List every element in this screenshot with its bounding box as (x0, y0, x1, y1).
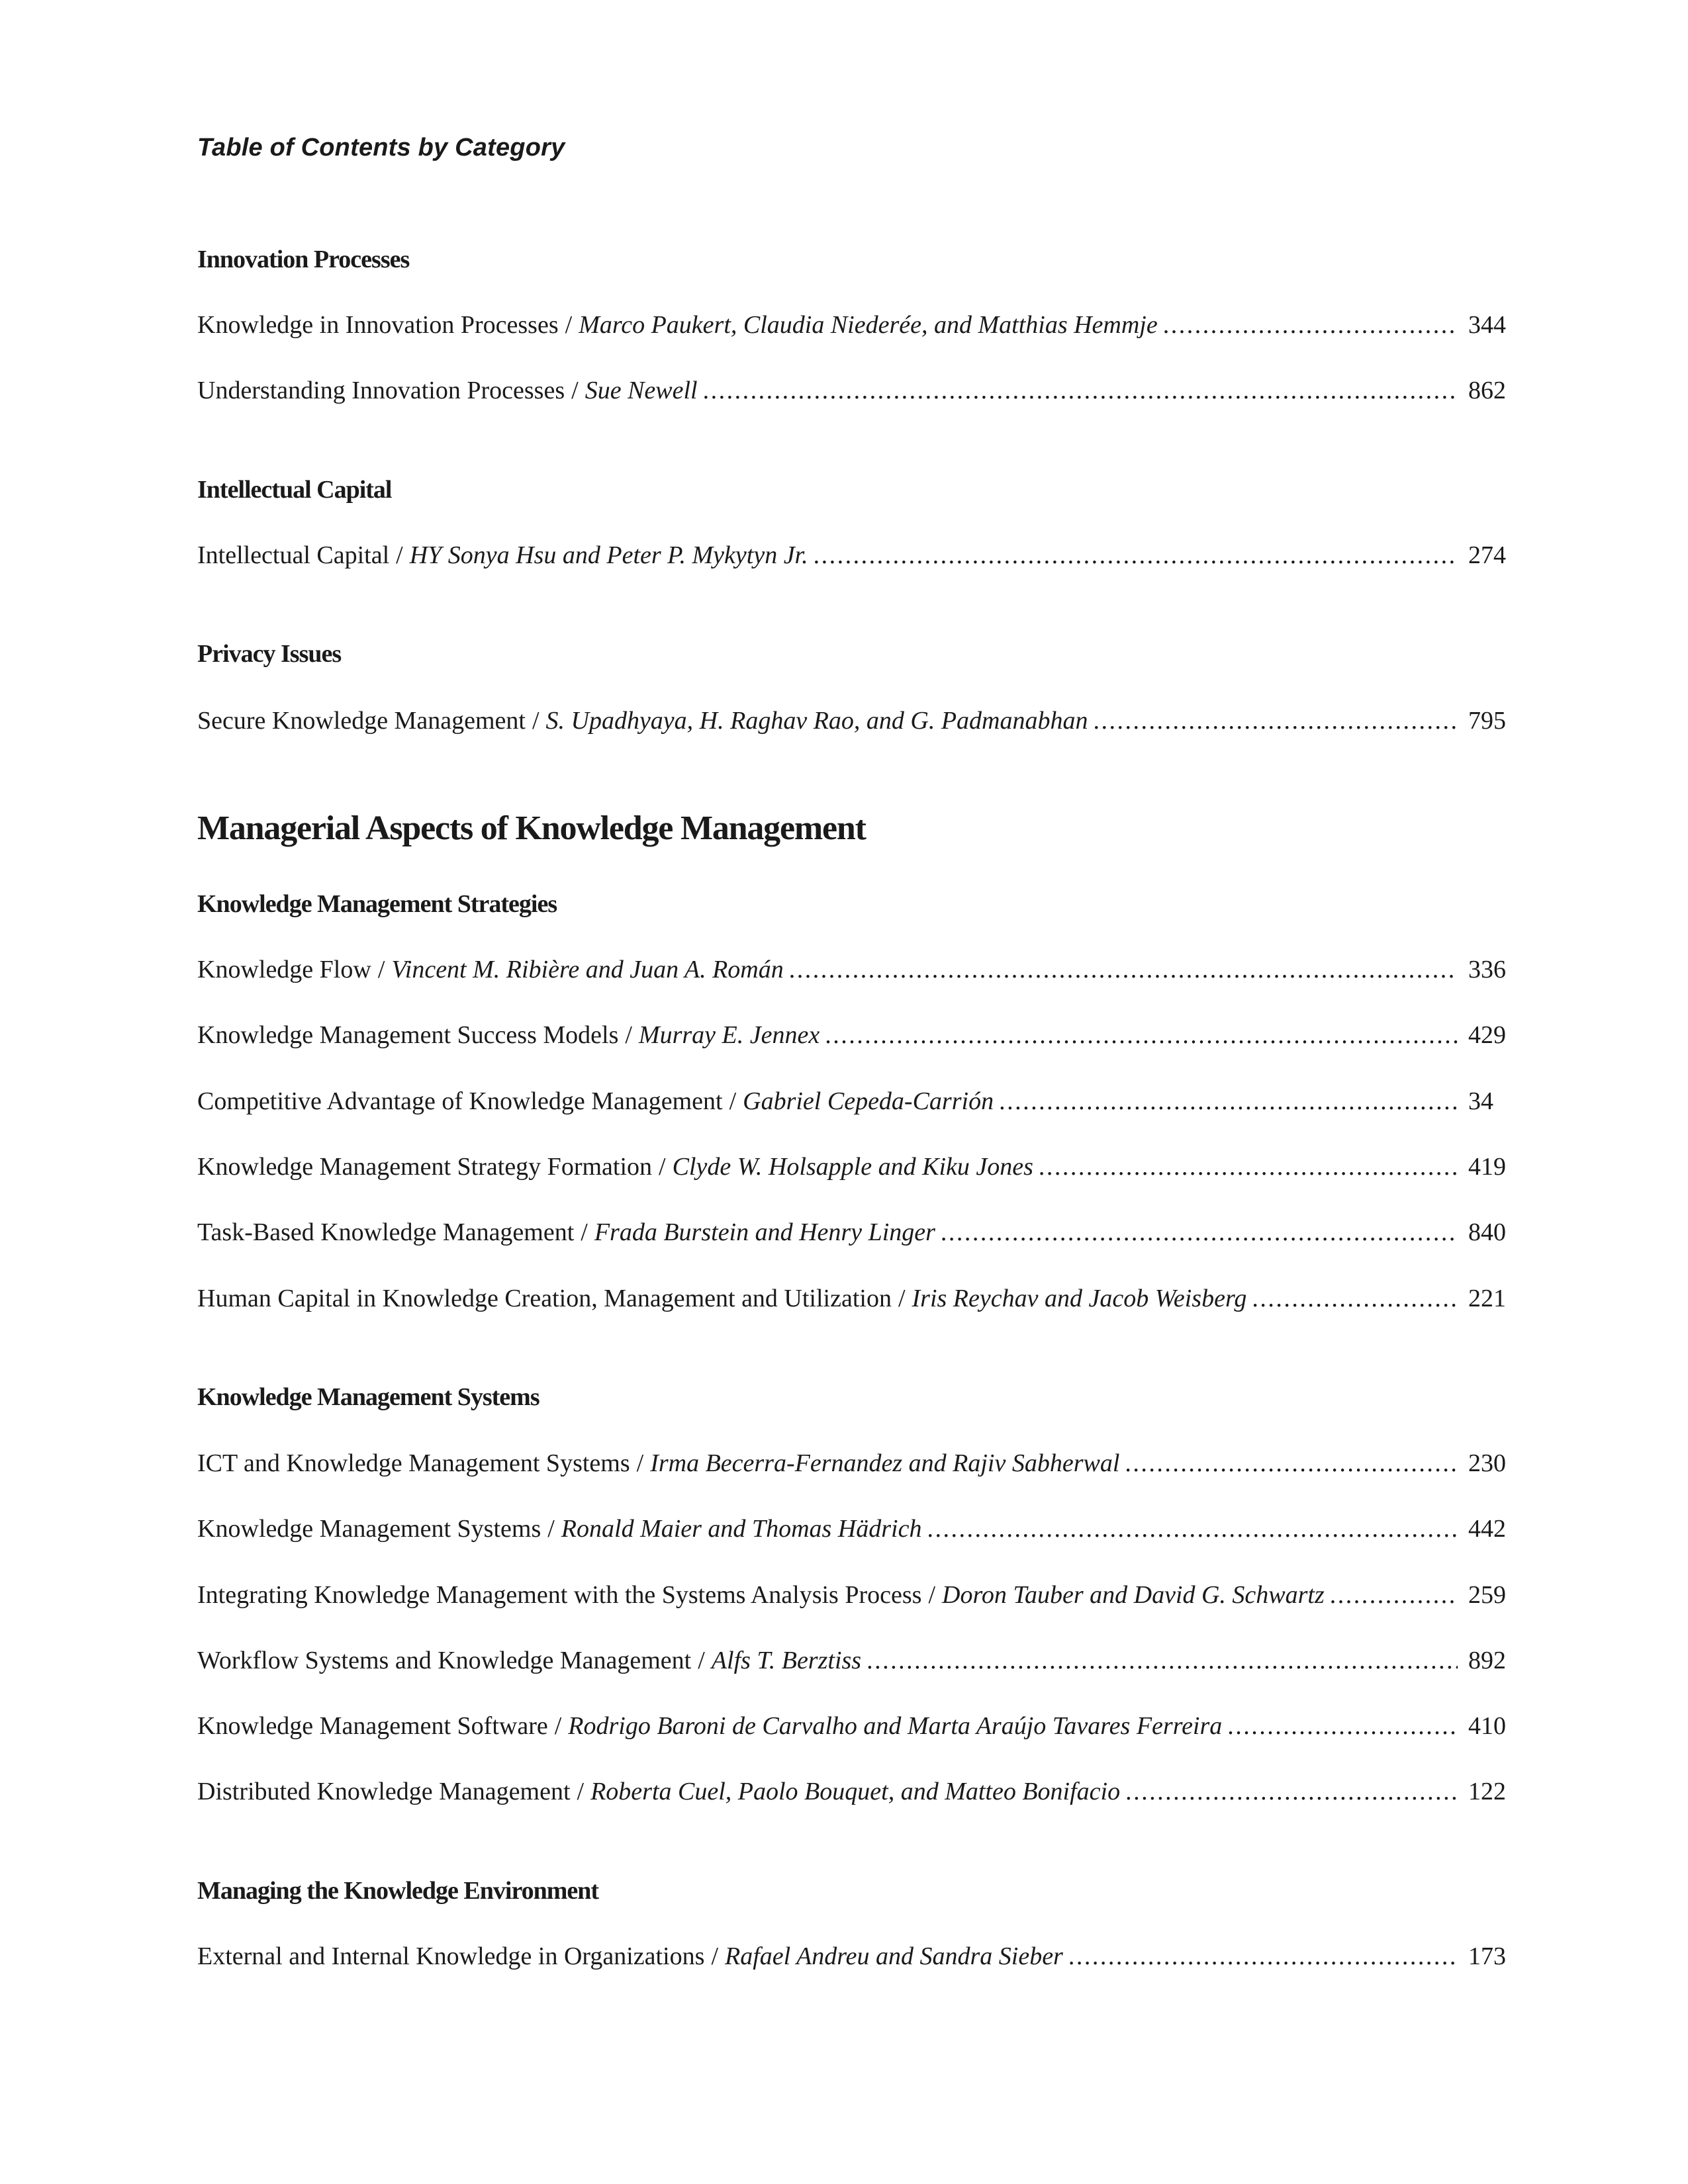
entry-separator: / (698, 1647, 705, 1674)
entry-separator: / (554, 1712, 562, 1740)
entry-page-number: 862 (1468, 377, 1506, 404)
entry-authors: HY Sonya Hsu and Peter P. Mykytyn Jr. (409, 541, 808, 569)
entry-title: Knowledge Flow (197, 956, 371, 983)
entry-title: Knowledge Management Success Models (197, 1021, 619, 1049)
dot-leader (1163, 308, 1458, 341)
running-head: Table of Contents by Category (197, 134, 565, 161)
entry-separator: / (577, 1778, 585, 1805)
dot-leader (789, 953, 1458, 986)
entry-page-number: 410 (1468, 1712, 1506, 1740)
entry-authors: Clyde W. Holsapple and Kiku Jones (672, 1153, 1033, 1181)
entry-page-number: 34 (1468, 1087, 1493, 1115)
entry-separator: / (547, 1515, 555, 1543)
toc-entry (197, 374, 1515, 407)
toc-entry (197, 1775, 1515, 1808)
entry-page-number: 840 (1468, 1218, 1506, 1246)
entry-title: Knowledge in Innovation Processes (197, 311, 559, 339)
category-heading: Managing the Knowledge Environment (197, 1877, 599, 1905)
entry-page-number: 429 (1468, 1021, 1506, 1049)
entry-title: Task-Based Knowledge Management (197, 1218, 575, 1246)
entry-page-number: 274 (1468, 541, 1506, 569)
entry-authors: Murray E. Jennex (638, 1021, 820, 1049)
toc-entry (197, 1447, 1515, 1480)
entry-page-number: 259 (1468, 1581, 1506, 1609)
entry-title: ICT and Knowledge Management Systems (197, 1449, 630, 1477)
toc-entry (197, 308, 1515, 341)
entry-authors: Rafael Andreu and Sandra Sieber (725, 1942, 1063, 1970)
toc-entry (197, 1578, 1515, 1612)
entry-separator: / (636, 1449, 644, 1477)
entry-page-number: 795 (1468, 707, 1506, 735)
category-heading: Privacy Issues (197, 640, 342, 668)
entry-title: External and Internal Knowledge in Organizations (197, 1942, 705, 1970)
entry-authors: Frada Burstein and Henry Linger (594, 1218, 935, 1246)
entry-authors: Doron Tauber and David G. Schwartz (942, 1581, 1325, 1609)
category-heading: Intellectual Capital (197, 476, 392, 504)
entry-separator: / (581, 1218, 588, 1246)
entry-authors: Vincent M. Ribière and Juan A. Román (391, 956, 784, 983)
dot-leader (999, 1085, 1458, 1118)
entry-separator: / (729, 1087, 737, 1115)
dot-leader (1039, 1150, 1458, 1183)
entry-separator: / (625, 1021, 632, 1049)
dot-leader (703, 374, 1458, 407)
dot-leader (1125, 1447, 1458, 1480)
entry-separator: / (377, 956, 385, 983)
dot-leader (1227, 1709, 1458, 1743)
toc-entry (197, 1512, 1515, 1545)
entry-authors: Marco Paukert, Claudia Niederée, and Matthias Hemmje (579, 311, 1158, 339)
entry-authors: Gabriel Cepeda-Carrión (743, 1087, 994, 1115)
toc-entry (197, 1150, 1515, 1183)
dot-leader (927, 1512, 1458, 1545)
section-heading: Managerial Aspects of Knowledge Management (197, 809, 866, 847)
toc-entry (197, 1019, 1515, 1052)
entry-authors: Alfs T. Berztiss (711, 1647, 862, 1674)
entry-authors: S. Upadhyaya, H. Raghav Rao, and G. Padmanabhan (545, 707, 1088, 735)
dot-leader (1125, 1775, 1458, 1808)
dot-leader (814, 539, 1458, 572)
entry-title: Human Capital in Knowledge Creation, Management and Utilization (197, 1285, 892, 1312)
entry-title: Secure Knowledge Management (197, 707, 526, 735)
entry-separator: / (565, 311, 573, 339)
toc-entry (197, 539, 1515, 572)
entry-authors: Ronald Maier and Thomas Hädrich (561, 1515, 922, 1543)
toc-page (197, 0, 1515, 2184)
entry-page-number: 892 (1468, 1647, 1506, 1674)
entry-authors: Irma Becerra-Fernandez and Rajiv Sabherwal (650, 1449, 1120, 1477)
entry-separator: / (928, 1581, 935, 1609)
entry-separator: / (659, 1153, 666, 1181)
entry-page-number: 122 (1468, 1778, 1506, 1805)
entry-authors: Rodrigo Baroni de Carvalho and Marta Araújo Tavares Ferreira (568, 1712, 1223, 1740)
toc-entry (197, 704, 1515, 737)
entry-separator: / (711, 1942, 719, 1970)
dot-leader (1094, 704, 1458, 737)
entry-page-number: 173 (1468, 1942, 1506, 1970)
toc-entry (197, 1216, 1515, 1249)
entry-separator: / (532, 707, 539, 735)
entry-page-number: 419 (1468, 1153, 1506, 1181)
dot-leader (941, 1216, 1458, 1249)
entry-page-number: 221 (1468, 1285, 1506, 1312)
dot-leader (825, 1019, 1458, 1052)
category-heading: Knowledge Management Strategies (197, 890, 557, 918)
entry-page-number: 336 (1468, 956, 1506, 983)
entry-authors: Iris Reychav and Jacob Weisberg (912, 1285, 1247, 1312)
entry-title: Knowledge Management Strategy Formation (197, 1153, 653, 1181)
entry-title: Integrating Knowledge Management with the Systems Analysis Process (197, 1581, 922, 1609)
dot-leader (867, 1644, 1458, 1677)
entry-title: Knowledge Management Systems (197, 1515, 541, 1543)
entry-separator: / (396, 541, 403, 569)
toc-entry (197, 1940, 1515, 1973)
entry-separator: / (571, 377, 579, 404)
entry-page-number: 442 (1468, 1515, 1506, 1543)
toc-entry (197, 953, 1515, 986)
dot-leader (1252, 1282, 1458, 1315)
toc-entry (197, 1085, 1515, 1118)
entry-title: Competitive Advantage of Knowledge Management (197, 1087, 723, 1115)
entry-separator: / (898, 1285, 906, 1312)
entry-authors: Roberta Cuel, Paolo Bouquet, and Matteo Bonifacio (590, 1778, 1121, 1805)
dot-leader (1330, 1578, 1458, 1612)
toc-entry (197, 1709, 1515, 1743)
entry-authors: Sue Newell (585, 377, 698, 404)
entry-title: Knowledge Management Software (197, 1712, 548, 1740)
entry-title: Understanding Innovation Processes (197, 377, 565, 404)
entry-title: Distributed Knowledge Management (197, 1778, 571, 1805)
dot-leader (1068, 1940, 1458, 1973)
entry-page-number: 344 (1468, 311, 1506, 339)
toc-entry (197, 1282, 1515, 1315)
category-heading: Innovation Processes (197, 246, 410, 273)
entry-title: Intellectual Capital (197, 541, 390, 569)
entry-page-number: 230 (1468, 1449, 1506, 1477)
entry-title: Workflow Systems and Knowledge Management (197, 1647, 692, 1674)
toc-entry (197, 1644, 1515, 1677)
category-heading: Knowledge Management Systems (197, 1383, 539, 1411)
